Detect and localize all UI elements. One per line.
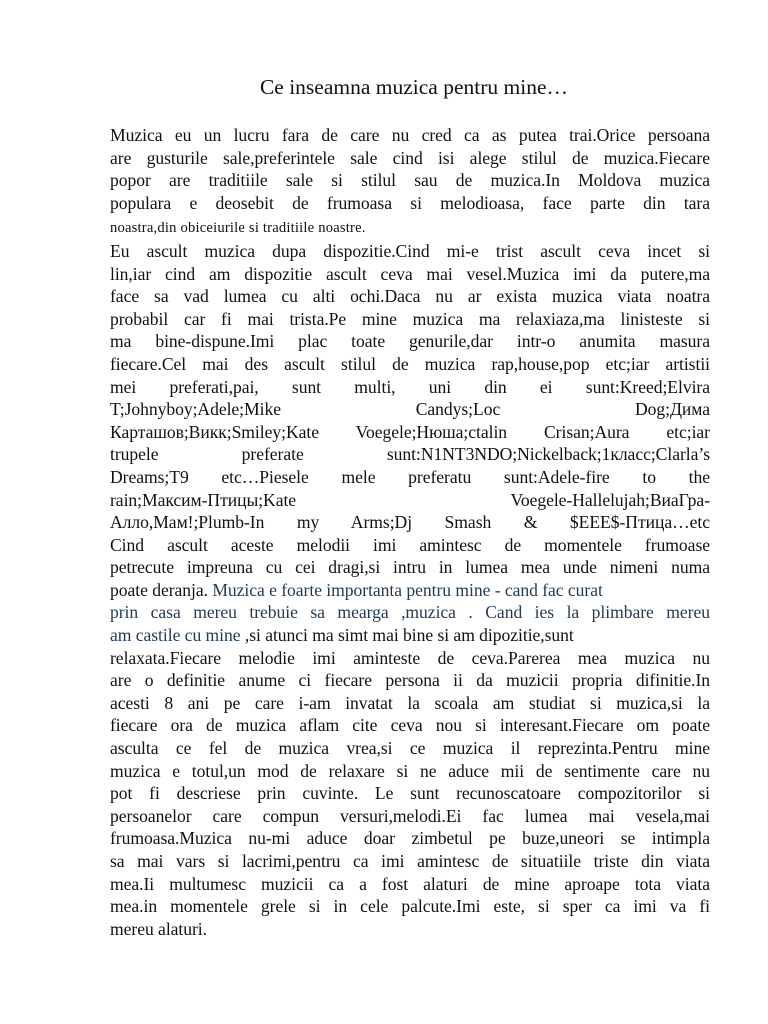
text-line: relaxata.Fiecare melodie imi aminteste de ceva.Parerea mea muzica nu	[110, 647, 710, 668]
highlighted-text: prin casa mereu trebuie sa mearga ,muzica . Cand ies la plimbare mereu	[110, 602, 710, 623]
text-line: sa mai vars si lacrimi,pentru ca imi amintesc de situatiile triste din viata	[110, 851, 710, 871]
text-line: acesti 8 ani pe care i-am invatat la scoala am studiat si muzica,si la	[110, 692, 710, 713]
text-line: Cind ascult aceste melodii imi amintesc de momentele frumoase	[110, 534, 710, 555]
text-line-mixed	[110, 579, 710, 602]
text-line: are gusturile sale,preferintele sale cind isi alege stilul de muzica.Fiecare	[110, 147, 710, 168]
text-line: petrecute impreuna cu cei dragi,si intru in lumea mea unde nimeni numa	[110, 557, 710, 578]
document-title: Ce inseamna muzica pentru mine…	[259, 75, 569, 99]
text-line: trupele preferate sunt:N1NT3NDO;Nickelback;1класс;Clarla’s	[110, 444, 710, 465]
text-segment: ,si atunci ma simt mai bine si am dipozitie,sunt	[240, 625, 574, 646]
text-line-mixed	[110, 624, 710, 647]
text-line: fiecare.Cel mai des ascult stilul de muzica rap,house,pop etc;iar artistii	[110, 353, 710, 374]
text-line: mea.Ii multumesc muzicii ca a fost alaturi de mine aproape tota viata	[110, 873, 710, 894]
highlighted-text: Muzica e foarte importanta pentru mine - cand fac curat	[212, 579, 603, 600]
text-line: asculta ce fel de muzica vrea,si ce muzica il reprezinta.Pentru mine	[110, 738, 710, 759]
text-line: Алло,Мам!;Plumb-In my Arms;Dj Smash & $EEE$-Птица…etc	[110, 512, 710, 533]
text-line: Карташов;Викк;Smiley;Kate Voegele;Нюша;ctalin Crisan;Aura etc;iar	[110, 421, 710, 442]
text-line: are o definitie anume ci fiecare persona ii da muzicii propria difinitie.In	[110, 670, 710, 691]
text-line: popor are traditiile sale si stilul sau de muzica.In Moldova muzica	[110, 170, 710, 191]
text-line: lin,iar cind am dispozitie ascult ceva mai vesel.Muzica imi da putere,ma	[110, 263, 710, 284]
text-line: rain;Максим-Птицы;Kate Voegele-Hallelujah;ВиаГра-	[110, 489, 710, 510]
text-segment: poate deranja.	[110, 579, 213, 600]
text-line: frumoasa.Muzica nu-mi aduce doar zimbetul pe buze,uneori se intimpla	[110, 828, 710, 849]
text-line: mei preferati,pai, sunt multi, uni din ei sunt:Kreed;Elvira	[110, 376, 710, 397]
text-line: mereu alaturi.	[110, 918, 207, 939]
text-line: probabil car fi mai trista.Pe mine muzica ma relaxiaza,ma linisteste si	[110, 308, 710, 329]
text-line: pot fi descriese prin cuvinte. Le sunt recunoscatoare compozitorilor si	[110, 783, 710, 804]
highlighted-text: am castile cu mine	[110, 625, 241, 646]
text-line: face sa vad lumea cu alti ochi.Daca nu ar exista muzica viata noatra	[110, 286, 710, 307]
text-line: Muzica eu un lucru fara de care nu cred ca as putea trai.Orice persoana	[110, 125, 710, 145]
text-line: ma bine-dispune.Imi plac toate genurile,dar intr-o anumita masura	[110, 331, 710, 352]
text-line: muzica e totul,un mod de relaxare si ne aduce mii de sentimente care nu	[110, 760, 710, 781]
text-line: fiecare ora de muzica aflam cite ceva nou si interesant.Fiecare om poate	[110, 715, 710, 736]
text-line: Eu ascult muzica dupa dispozitie.Cind mi-e trist ascult ceva incet si	[110, 240, 710, 261]
text-line: Dreams;T9 etc…Piesele mele preferatu sunt:Adele-fire to the	[110, 466, 710, 487]
text-line: mea.in momentele grele si in cele palcute.Imi este, si sper ca imi va fi	[110, 896, 710, 917]
text-line: T;Johnyboy;Adele;Mike Candys;Loc Dog;Дима	[110, 399, 710, 420]
document-body	[110, 124, 710, 940]
text-line: noastra,din obiceiurile si traditiile noastre.	[110, 220, 366, 237]
text-line: populara e deosebit de frumoasa si melodioasa, face parte din tara	[110, 192, 710, 213]
text-line: persoanelor care compun versuri,melodi.Ei fac lumea mai vesela,mai	[110, 805, 710, 826]
